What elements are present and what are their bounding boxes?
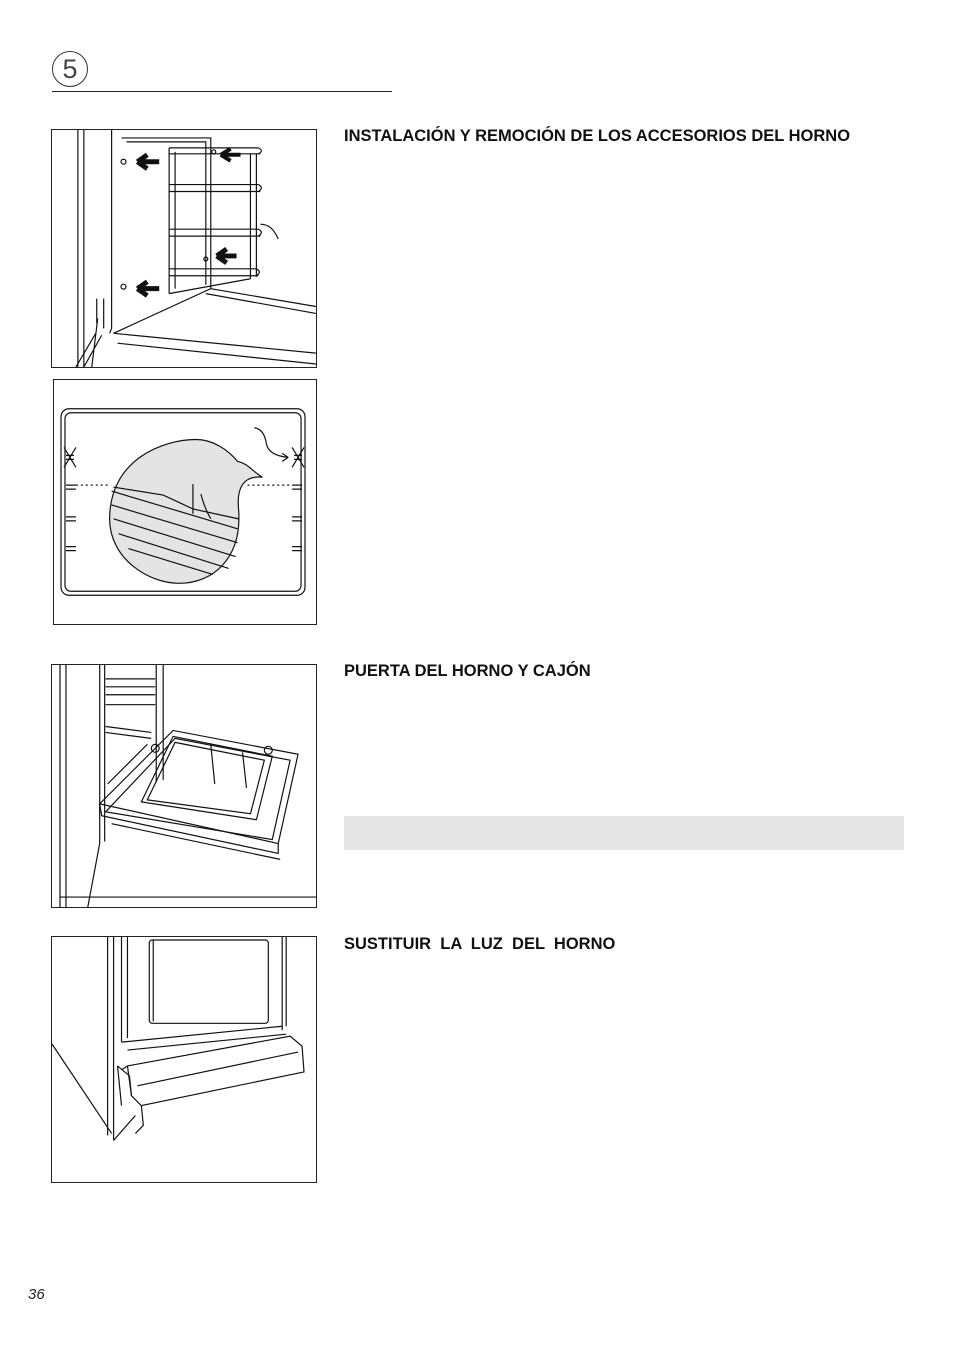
section-title-accessories: INSTALACIÓN Y REMOCIÓN DE LOS ACCESORIOS DEL HORNO <box>344 127 851 145</box>
figure-oven-drawer <box>51 936 317 1183</box>
figure-side-rack-removal <box>51 129 317 368</box>
note-bar <box>344 816 904 850</box>
chapter-number: 5 <box>62 53 78 84</box>
figure-rack-position-detail <box>53 379 317 625</box>
page-number: 36 <box>28 1286 45 1303</box>
header-rule <box>52 91 392 92</box>
chapter-number-badge <box>52 51 88 87</box>
section-title-oven-light: SUSTITUIR LA LUZ DEL HORNO <box>344 935 616 953</box>
section-title-door-drawer: PUERTA DEL HORNO Y CAJÓN <box>344 662 591 680</box>
figure-oven-door-open <box>51 664 317 908</box>
